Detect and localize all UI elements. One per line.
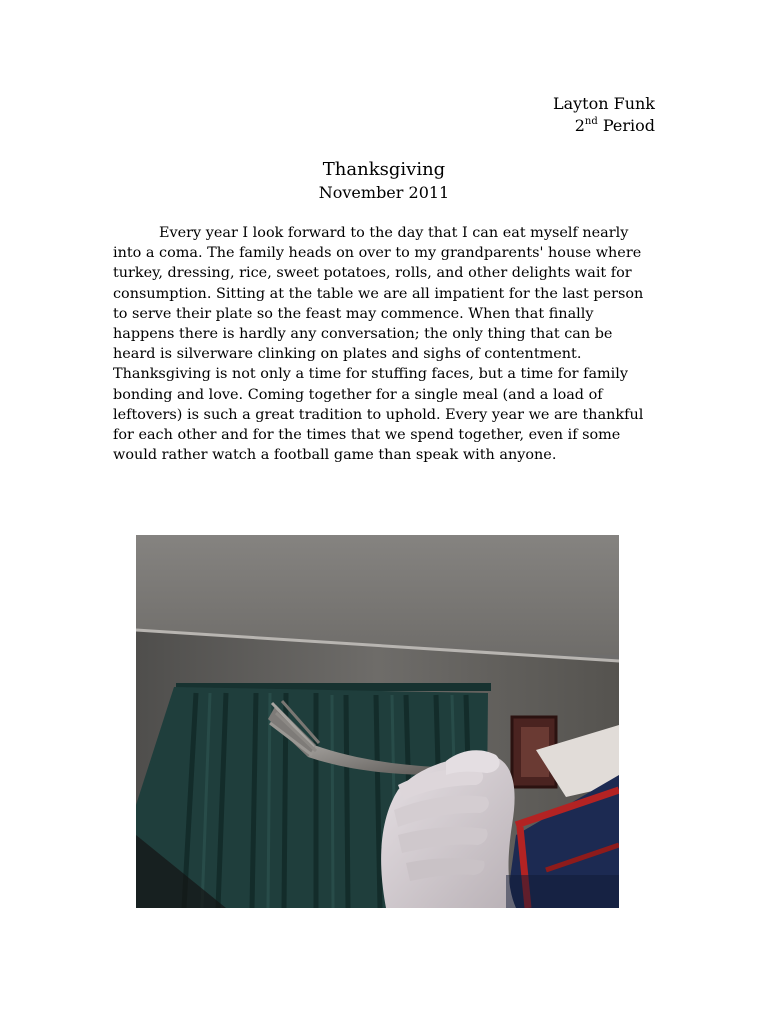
- fork-photo: [136, 535, 619, 908]
- title-block: [0, 158, 768, 204]
- period-number: 2: [574, 116, 585, 135]
- author-name: Layton Funk: [552, 94, 655, 113]
- essay-paragraph: Every year I look forward to the day that I can eat myself nearly into a coma. The family heads on over to my grandparents' house where turkey, dressing, rice, sweet potatoes, rolls, and other delights wait for consumption. Sitting at the table we are all impatient for the last person to serve their plate so the feast may commence. When that finally happens there is hardly any conversation; the only thing that can be heard is silverware clinking on plates and sighs of contentment. Thanksgiving is not only a time for stuffing faces, but a time for family bonding and love. Coming together for a single meal (and a load of leftovers) is such a great tradition to uphold. Every year we are thankful for each other and for the times that we spend together, even if some would rather watch a football game than speak with anyone.: [113, 225, 644, 464]
- header-block: [553, 93, 655, 137]
- document-title: Thanksgiving: [322, 159, 446, 180]
- period-word: Period: [602, 116, 655, 135]
- photo-illustration: [136, 535, 619, 908]
- period-suffix: nd: [584, 115, 598, 127]
- document-date: November 2011: [318, 183, 450, 202]
- class-period: [553, 115, 655, 137]
